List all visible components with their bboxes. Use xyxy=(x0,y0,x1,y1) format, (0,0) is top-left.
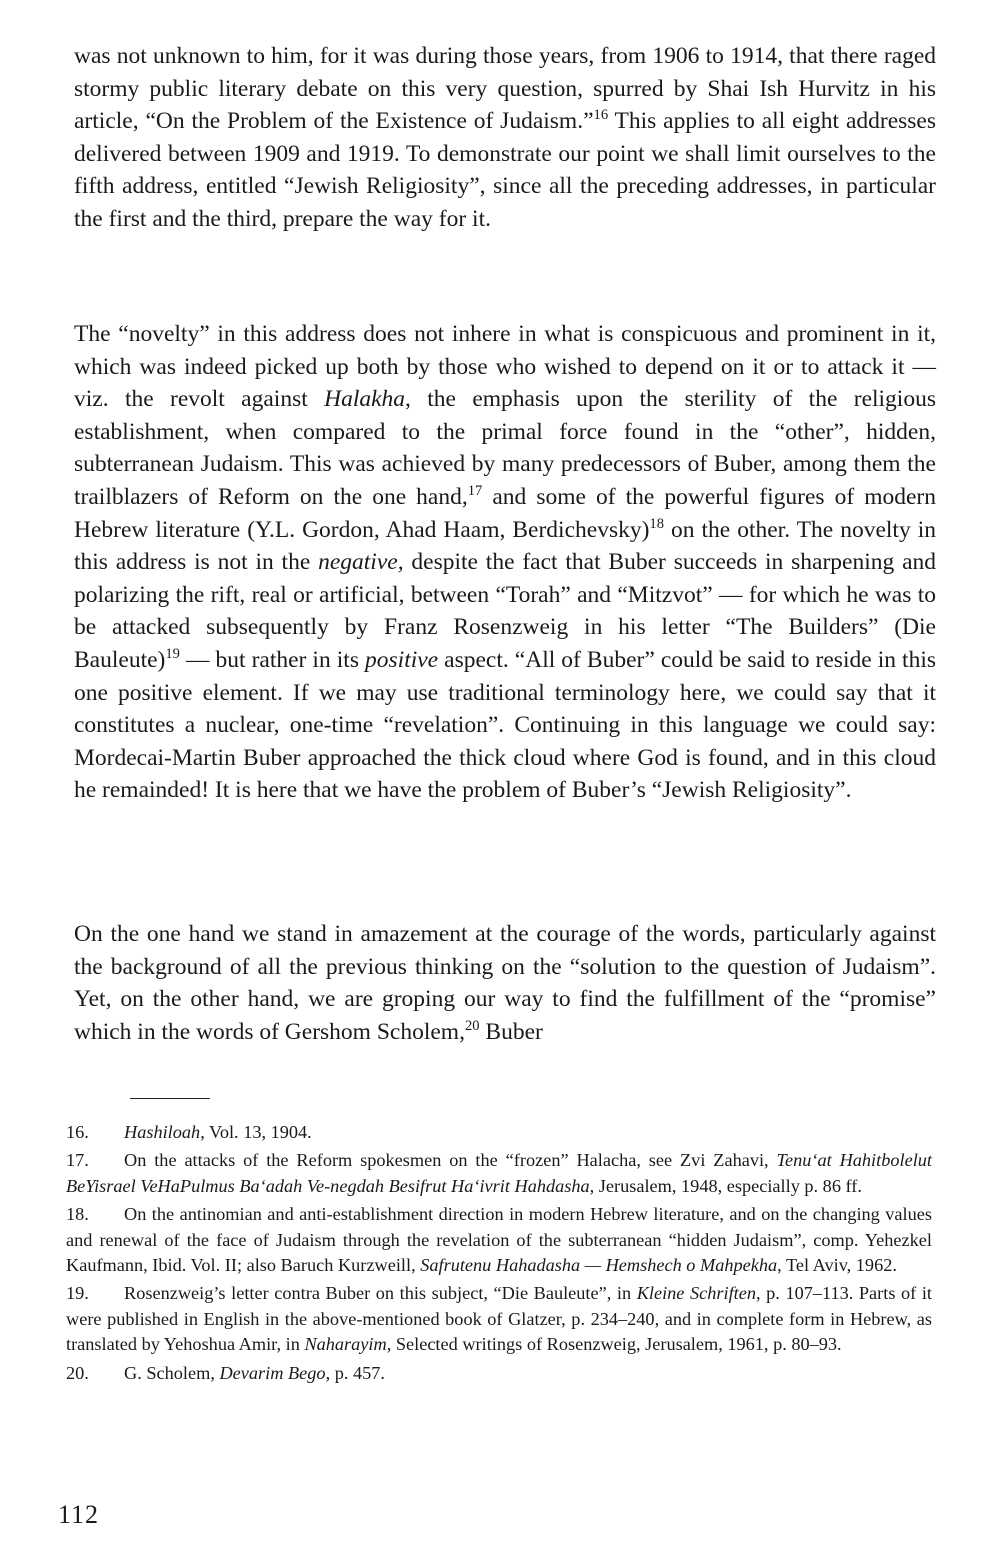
footnote-reference: 20 xyxy=(464,1017,480,1034)
footnote-reference: 19 xyxy=(165,646,180,663)
text-run: — but rather in its xyxy=(179,646,366,673)
text-run: Rosenzweig’s letter contra Buber on this subject, “Die Bauleute”, in xyxy=(124,1283,637,1304)
footnote xyxy=(66,1281,932,1357)
text-run: , the emphasis upon the sterility of the religious establishment, when compared to the primal force found in the “other”, hidden, subterranean Judaism. This was achieved by many predecessors of Buber, among them the trailblazers of Reform on the one hand, xyxy=(74,386,936,510)
text-run: aspect. “All of Buber” could be said to reside in this one positive element. If we may use traditional terminology here, we could say that it constitutes a nuclear, one-time “revelation”. Continuing in this language we could say: Mordecai-Martin Buber approached the thick cloud where God is found, and in this cloud he remainded! It is here that we have the problem of Buber’s “Jewish Religiosity”. xyxy=(74,646,936,804)
text-run: , Jerusalem, 1948, especially p. 86 ff. xyxy=(589,1175,862,1196)
italic-text: Naharayim xyxy=(304,1334,387,1355)
footnote-number: 16. xyxy=(66,1122,89,1142)
footnote xyxy=(66,1202,932,1278)
footnote xyxy=(66,1361,932,1386)
italic-text: Devarim Bego xyxy=(219,1362,326,1383)
footnote xyxy=(66,1148,932,1199)
italic-text: Tenu‘at Hahitbolelut BeYisrael VeHaPulmus Ba‘adah Ve-negdah Besifrut Ha‘ivrit Hahdasha xyxy=(66,1150,932,1196)
footnote-number: 20. xyxy=(66,1362,89,1383)
italic-text: Halakha xyxy=(324,386,406,413)
text-run: , p. 457. xyxy=(325,1362,385,1383)
text-run: was not unknown to him, for it was during those years, from 1906 to 1914, that there raged stormy public literary debate on this very question, spurred by Shai Ish Hurvitz in his article, “On the Problem of the Existence of Judaism.” xyxy=(74,43,936,135)
body-paragraph-3 xyxy=(74,918,936,1048)
page-number: 112 xyxy=(58,1500,100,1529)
italic-text: Kleine Schriften xyxy=(636,1283,756,1304)
body-paragraph-1 xyxy=(74,40,936,236)
text-run: , Selected writings of Rosenzweig, Jerusalem, 1961, p. 80–93. xyxy=(386,1334,842,1355)
italic-text: Hashiloah xyxy=(124,1122,201,1142)
text-run: , Vol. 13, 1904. xyxy=(200,1122,312,1142)
text-run: despite the fact that Buber succeeds in sharpening and polarizing the rift, real or artificial, between “Torah” and “Mitzvot” — for which he was to be attacked subsequently by Franz Rosenzweig in his letter “The Builders” (Die Bauleute) xyxy=(74,549,937,673)
text-run: On the attacks of the Reform spokesmen on the “frozen” Halacha, see Zvi Zahavi, xyxy=(124,1150,777,1171)
footnote-reference: 17 xyxy=(467,483,483,500)
footnote-separator-rule xyxy=(130,1098,210,1099)
footnotes-section xyxy=(66,1120,932,1389)
text-run: On the one hand we stand in amazement at the courage of the words, particularly against the background of all the previous thinking on the “solution to the question of Judaism”. Yet, on the other hand, we are groping our way to find the fulfillment of the “promise” which in the words of Gershom Scholem, xyxy=(74,921,936,1045)
footnote xyxy=(66,1120,932,1145)
text-run: On the antinomian and anti-establishment direction in modern Hebrew literature, and on the changing values and renewal of the face of Judaism through the revelation of the subterranean “hidden Judaism”, comp. Yehezkel Kaufmann, Ibid. Vol. II; also Baruch Kurzweill, xyxy=(66,1204,932,1276)
italic-text: positive xyxy=(365,646,439,673)
footnote-number: 19. xyxy=(66,1283,89,1304)
text-run: and some of the powerful figures of modern Hebrew literature (Y.L. Gordon, Ahad Haam, Berdichevsky) xyxy=(74,483,936,543)
footnote-reference: 18 xyxy=(649,515,664,532)
footnote-number: 18. xyxy=(66,1204,89,1225)
text-run: , Tel Aviv, 1962. xyxy=(777,1255,897,1276)
italic-text: Safrutenu Hahadasha — Hemshech o Mahpekha xyxy=(420,1255,778,1276)
text-run: The “novelty” in this address does not inhere in what is conspicuous and prominent in it, which was indeed picked up both by those who wished to depend on it or to attack it — viz. the revolt against xyxy=(74,321,936,413)
text-run: on the other. The novelty in this address is not in the xyxy=(74,516,936,576)
footnote-reference: 16 xyxy=(593,107,609,124)
text-run: , p. 107–113. Parts of it were published in English in the above-mentioned book of Glatzer, p. 234–240, and in complete form in Hebrew, as translated by Yehoshua Amir, in xyxy=(66,1283,933,1355)
text-run: Buber xyxy=(479,1018,543,1045)
body-paragraph-2 xyxy=(74,318,936,807)
text-run: This applies to all eight addresses delivered between 1909 and 1919. To demonstrate our point we shall limit ourselves to the fifth address, entitled “Jewish Religiosity”, since all the preceding addresses, in particular the first and the third, prepare the way for it. xyxy=(74,108,936,232)
text-run: G. Scholem, xyxy=(124,1362,220,1383)
italic-text: negative, xyxy=(318,549,404,576)
footnote-number: 17. xyxy=(66,1150,89,1171)
